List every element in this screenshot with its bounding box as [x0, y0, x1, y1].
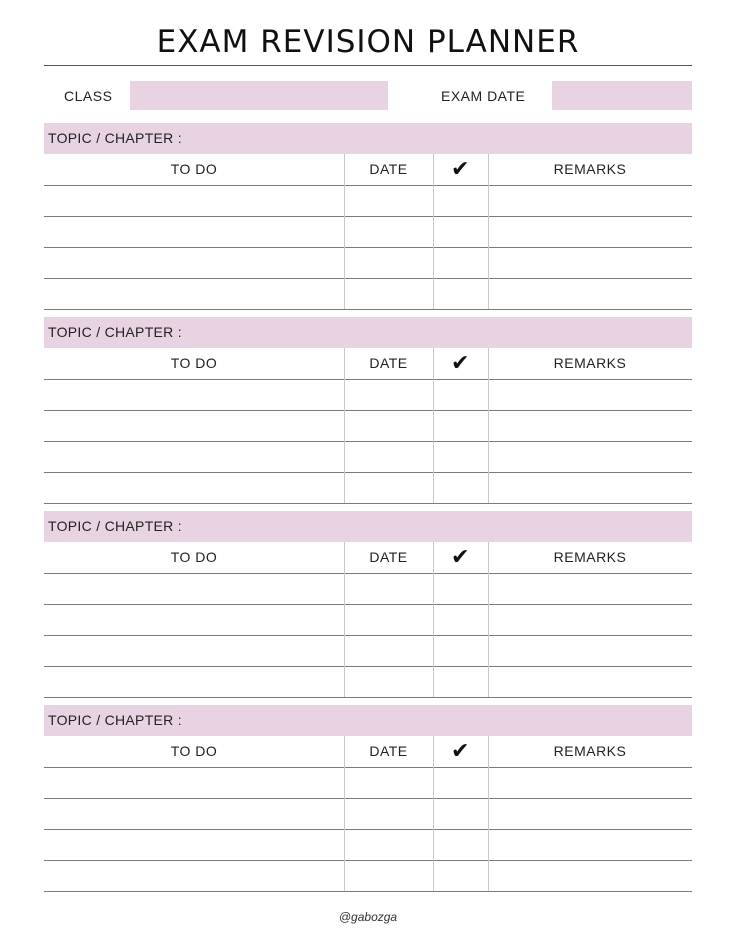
col-check-cell[interactable]: [433, 411, 488, 441]
checkmark-icon: ✔: [451, 351, 470, 376]
topic-chapter-label: TOPIC / CHAPTER :: [48, 130, 182, 146]
col-remarks-cell[interactable]: [488, 279, 692, 309]
page-title: EXAM REVISION PLANNER: [156, 24, 580, 60]
col-remarks-cell[interactable]: [488, 442, 692, 472]
col-remarks-cell[interactable]: [488, 186, 692, 216]
col-date-cell[interactable]: [344, 248, 433, 278]
col-remarks-cell[interactable]: [488, 605, 692, 635]
col-check-cell[interactable]: [433, 217, 488, 247]
checkmark-icon: ✔: [451, 739, 470, 764]
col-date-cell[interactable]: [344, 411, 433, 441]
col-todo-cell[interactable]: [44, 667, 344, 697]
col-check-cell[interactable]: [433, 574, 488, 604]
col-date-header: DATE: [369, 549, 408, 565]
topic-section: [44, 705, 692, 891]
col-date-header: DATE: [369, 743, 408, 759]
col-remarks-cell[interactable]: [488, 473, 692, 503]
topic-chapter-field[interactable]: [44, 317, 692, 348]
col-remarks-cell[interactable]: [488, 411, 692, 441]
row-divider: [44, 697, 692, 698]
col-remarks-header: REMARKS: [553, 355, 627, 371]
footer-credit: @gabozga: [338, 910, 398, 924]
col-check-cell[interactable]: [433, 605, 488, 635]
col-date-cell[interactable]: [344, 768, 433, 798]
col-check-cell[interactable]: [433, 636, 488, 666]
topic-section: [44, 511, 692, 697]
col-check-cell[interactable]: [433, 442, 488, 472]
topic-section: [44, 317, 692, 503]
col-todo-cell[interactable]: [44, 380, 344, 410]
topic-chapter-field[interactable]: [44, 123, 692, 154]
col-todo-cell[interactable]: [44, 636, 344, 666]
col-todo-cell[interactable]: [44, 279, 344, 309]
col-remarks-cell[interactable]: [488, 248, 692, 278]
col-remarks-cell[interactable]: [488, 667, 692, 697]
col-date-cell[interactable]: [344, 574, 433, 604]
col-todo-cell[interactable]: [44, 830, 344, 860]
col-date-cell[interactable]: [344, 799, 433, 829]
row-divider: [44, 891, 692, 892]
col-remarks-cell[interactable]: [488, 380, 692, 410]
row-divider: [44, 503, 692, 504]
col-remarks-cell[interactable]: [488, 830, 692, 860]
topic-chapter-label: TOPIC / CHAPTER :: [48, 518, 182, 534]
col-date-cell[interactable]: [344, 279, 433, 309]
class-label: CLASS: [64, 88, 113, 104]
col-remarks-header: REMARKS: [553, 161, 627, 177]
col-todo-cell[interactable]: [44, 768, 344, 798]
col-todo-cell[interactable]: [44, 217, 344, 247]
col-remarks-header: REMARKS: [553, 743, 627, 759]
col-todo-cell[interactable]: [44, 411, 344, 441]
col-remarks-cell[interactable]: [488, 799, 692, 829]
topic-chapter-field[interactable]: [44, 511, 692, 542]
col-date-cell[interactable]: [344, 442, 433, 472]
class-field[interactable]: [130, 81, 388, 110]
col-todo-header: TO DO: [170, 549, 218, 565]
col-date-cell[interactable]: [344, 861, 433, 891]
topic-section: [44, 123, 692, 309]
col-todo-cell[interactable]: [44, 799, 344, 829]
col-todo-cell[interactable]: [44, 574, 344, 604]
col-date-cell[interactable]: [344, 667, 433, 697]
col-check-cell[interactable]: [433, 830, 488, 860]
col-date-cell[interactable]: [344, 636, 433, 666]
topic-chapter-label: TOPIC / CHAPTER :: [48, 324, 182, 340]
col-todo-header: TO DO: [170, 743, 218, 759]
row-divider: [44, 309, 692, 310]
col-date-cell[interactable]: [344, 186, 433, 216]
col-todo-cell[interactable]: [44, 248, 344, 278]
col-check-cell[interactable]: [433, 279, 488, 309]
col-check-cell[interactable]: [433, 768, 488, 798]
col-check-cell[interactable]: [433, 799, 488, 829]
col-todo-cell[interactable]: [44, 473, 344, 503]
col-remarks-cell[interactable]: [488, 861, 692, 891]
col-todo-header: TO DO: [170, 161, 218, 177]
topic-chapter-label: TOPIC / CHAPTER :: [48, 712, 182, 728]
col-todo-cell[interactable]: [44, 605, 344, 635]
title-divider: [44, 65, 692, 66]
col-remarks-cell[interactable]: [488, 768, 692, 798]
col-check-cell[interactable]: [433, 473, 488, 503]
col-remarks-cell[interactable]: [488, 574, 692, 604]
col-todo-header: TO DO: [170, 355, 218, 371]
col-date-cell[interactable]: [344, 830, 433, 860]
col-date-cell[interactable]: [344, 380, 433, 410]
col-check-cell[interactable]: [433, 248, 488, 278]
exam-date-label: EXAM DATE: [441, 88, 526, 104]
col-date-header: DATE: [369, 161, 408, 177]
checkmark-icon: ✔: [451, 157, 470, 182]
col-check-cell[interactable]: [433, 186, 488, 216]
col-check-cell[interactable]: [433, 861, 488, 891]
col-check-cell[interactable]: [433, 380, 488, 410]
col-todo-cell[interactable]: [44, 861, 344, 891]
col-remarks-cell[interactable]: [488, 636, 692, 666]
col-date-cell[interactable]: [344, 217, 433, 247]
col-todo-cell[interactable]: [44, 186, 344, 216]
col-check-cell[interactable]: [433, 667, 488, 697]
col-remarks-header: REMARKS: [553, 549, 627, 565]
col-date-header: DATE: [369, 355, 408, 371]
col-todo-cell[interactable]: [44, 442, 344, 472]
exam-date-field[interactable]: [552, 81, 692, 110]
topic-chapter-field[interactable]: [44, 705, 692, 736]
col-date-cell[interactable]: [344, 605, 433, 635]
checkmark-icon: ✔: [451, 545, 470, 570]
col-remarks-cell[interactable]: [488, 217, 692, 247]
col-date-cell[interactable]: [344, 473, 433, 503]
